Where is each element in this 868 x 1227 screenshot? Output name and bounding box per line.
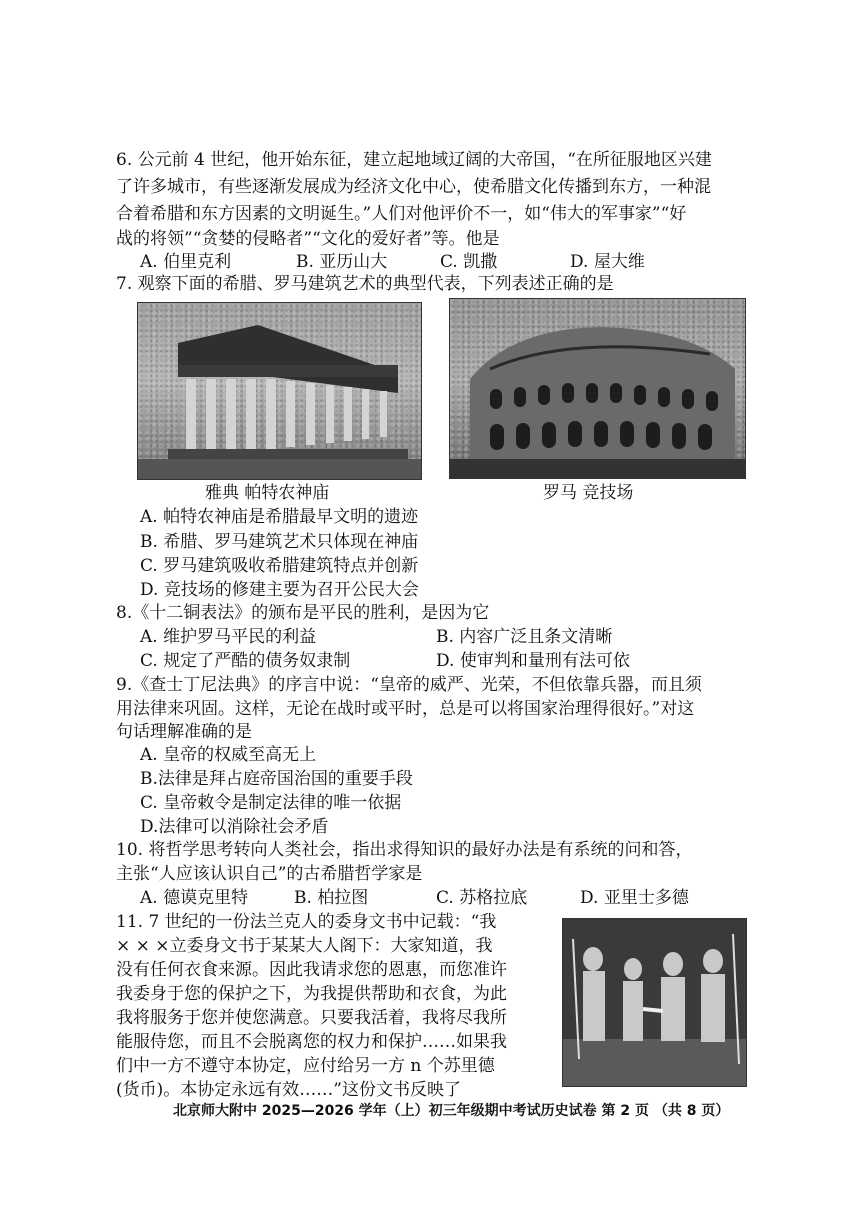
q9-line-2: 用法律来巩固。这样，无论在战时或平时，总是可以将国家治理得很好。”对这: [116, 699, 695, 719]
q11-line-2: × × ×立委身文书于某某大人阁下：大家知道，我: [116, 936, 493, 956]
vassal-homage-picture: [563, 919, 746, 1086]
q9-option-d: D.法律可以消除社会矛盾: [140, 817, 329, 837]
q9-line-1: 9.《查士丁尼法典》的序言中说：“皇帝的威严、光荣，不但依靠兵器，而且须: [116, 675, 702, 695]
q6-option-c: C. 凯撒: [440, 252, 498, 272]
caption-colosseum: 罗马 竞技场: [543, 483, 634, 503]
q6-line-1: 6. 公元前 4 世纪，他开始东征，建立起地域辽阔的大帝国，“在所征服地区兴建: [116, 150, 712, 170]
q8-option-c: C. 规定了严酷的债务奴隶制: [140, 651, 351, 671]
q11-line-4: 我委身于您的保护之下，为我提供帮助和衣食，为此: [116, 984, 507, 1004]
q8-option-d: D. 使审判和量刑有法可依: [436, 651, 630, 671]
q8-stem: 8.《十二铜表法》的颁布是平民的胜利，是因为它: [116, 603, 490, 623]
q6-option-b: B. 亚历山大: [296, 252, 388, 272]
q7-option-c: C. 罗马建筑吸收希腊建筑特点并创新: [140, 556, 419, 576]
q11-line-1: 11. 7 世纪的一份法兰克人的委身文书中记载：“我: [116, 912, 497, 932]
q9-line-3: 句话理解准确的是: [116, 722, 252, 742]
q6-line-2: 了许多城市，有些逐渐发展成为经济文化中心，使希腊文化传播到东方，一种混: [116, 177, 711, 197]
feudal-ceremony-illustration: [562, 918, 747, 1087]
q9-option-c: C. 皇帝敕令是制定法律的唯一依据: [140, 793, 402, 813]
q9-option-b: B.法律是拜占庭帝国治国的重要手段: [140, 769, 413, 789]
q10-option-d: D. 亚里士多德: [580, 888, 689, 908]
q6-option-a: A. 伯里克利: [140, 252, 232, 272]
q10-option-c: C. 苏格拉底: [436, 888, 528, 908]
q7-option-d: D. 竞技场的修建主要为召开公民大会: [140, 580, 419, 600]
colosseum-photo: [449, 298, 746, 479]
q11-line-6: 能服侍您，而且不会脱离您的权力和保护……如果我: [116, 1032, 507, 1052]
q7-stem: 7. 观察下面的希腊、罗马建筑艺术的典型代表，下列表述正确的是: [116, 274, 614, 294]
parthenon-photo: [137, 302, 422, 480]
q7-option-a: A. 帕特农神庙是希腊最早文明的遗迹: [140, 507, 419, 527]
q9-option-a: A. 皇帝的权威至高无上: [140, 745, 317, 765]
q11-line-8: (货币)。本协定永远有效……”这份文书反映了: [116, 1080, 461, 1100]
q8-option-a: A. 维护罗马平民的利益: [140, 627, 317, 647]
colosseum-illustration: [450, 299, 745, 478]
q11-line-7: 们中一方不遵守本协定，应付给另一方 n 个苏里德: [116, 1056, 495, 1076]
caption-parthenon: 雅典 帕特农神庙: [205, 483, 330, 503]
q10-line-1: 10. 将哲学思考转向人类社会，指出求得知识的最好办法是有系统的问和答，: [116, 840, 693, 860]
q10-option-b: B. 柏拉图: [294, 888, 369, 908]
q6-line-4: 战的将领”“贪婪的侵略者”“文化的爱好者”等。他是: [116, 229, 500, 249]
q10-line-2: 主张“人应该认识自己”的古希腊哲学家是: [116, 864, 423, 884]
q6-option-d: D. 屋大维: [570, 252, 645, 272]
parthenon-illustration: [138, 303, 421, 479]
q11-line-5: 我将服务于您并使您满意。只要我活着，我将尽我所: [116, 1008, 507, 1028]
q6-line-3: 合着希腊和东方因素的文明诞生。”人们对他评价不一，如“伟大的军事家”“好: [116, 204, 687, 224]
page-footer: 北京师大附中 2025—2026 学年（上）初三年级期中考试历史试卷 第 2 页 （共 8 页）: [173, 1103, 730, 1119]
q8-option-b: B. 内容广泛且条文清晰: [436, 627, 613, 647]
q7-option-b: B. 希腊、罗马建筑艺术只体现在神庙: [140, 532, 419, 552]
q11-line-3: 没有任何衣食来源。因此我请求您的恩惠，而您准许: [116, 960, 507, 980]
q10-option-a: A. 德谟克里特: [140, 888, 249, 908]
